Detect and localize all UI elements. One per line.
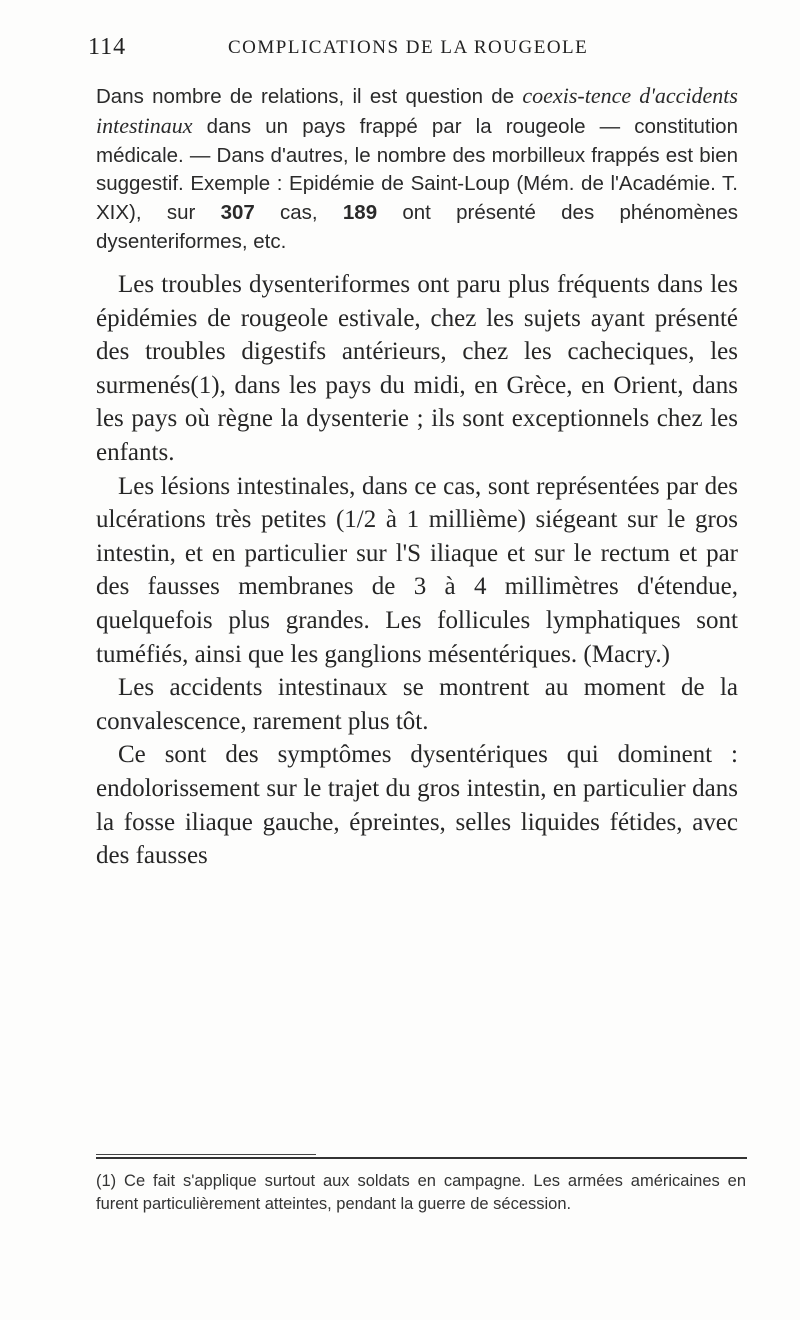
text-segment: dans un pays frappé par la rougeole — constitution médicale. — Dans d'autres, le nombre des morbilleux frappés est bien suggestif. Exemple : Epidémie de Saint-Loup (Mém. de l'Académie. T. XIX), sur (96, 114, 738, 225)
paragraph: Les accidents intestinaux se montrent au moment de la convalescence, rarement plus tôt. (96, 674, 738, 735)
footnote-marker: (1) (96, 1172, 117, 1190)
running-title: COMPLICATIONS DE LA ROUGEOLE (228, 37, 589, 58)
footnote-divider (96, 1157, 747, 1159)
bold-number: 307 (220, 201, 255, 225)
small-print-paragraph (96, 82, 738, 257)
paragraph: Les troubles dysenteriformes ont paru plus fréquents dans les épidémies de rougeole estivale, chez les sujets ayant présenté des troubles digestifs antérieurs, chez les cacheciques, les surmenés(1), dans les pays du midi, en Grèce, en Orient, dans les pays où règne la dysenterie ; ils sont exceptionnels chez les enfants. (96, 271, 738, 466)
text-segment: Dans nombre de relations, il est question de (96, 85, 523, 108)
running-head (88, 34, 738, 64)
text-segment: cas, (254, 201, 343, 225)
page-number: 114 (88, 34, 127, 60)
italic-phrase: coexis-tence d'accidents intestinaux (96, 83, 738, 138)
paragraph: Ce sont des symptômes dysentériques qui dominent : endolorissement sur le trajet du gros intestin, en particulier dans la fosse iliaque gauche, épreintes, selles liquides fétides, avec des fausses (96, 741, 738, 870)
footnote-divider-short (96, 1154, 316, 1155)
bold-number: 189 (342, 201, 378, 225)
footnote-text: Ce fait s'applique surtout aux soldats en campagne. Les armées américaines en furent particulièrement atteintes, pendant la guerre de sécession. (96, 1172, 746, 1213)
footnote (96, 1170, 746, 1215)
main-text (96, 268, 738, 873)
text-segment: ont présenté des phénomènes dysenteriformes, etc. (96, 201, 738, 253)
paragraph: Les lésions intestinales, dans ce cas, sont représentées par des ulcérations très petites (1/2 à 1 millième) siégeant sur le gros intestin, et en particulier sur l'S iliaque et sur le rectum et par des fausses membranes de 3 à 4 millimètres d'étendue, quelquefois plus grandes. Les follicules lymphatiques sont tuméfiés, ainsi que les ganglions mésentériques. (Macry.) (96, 472, 738, 668)
